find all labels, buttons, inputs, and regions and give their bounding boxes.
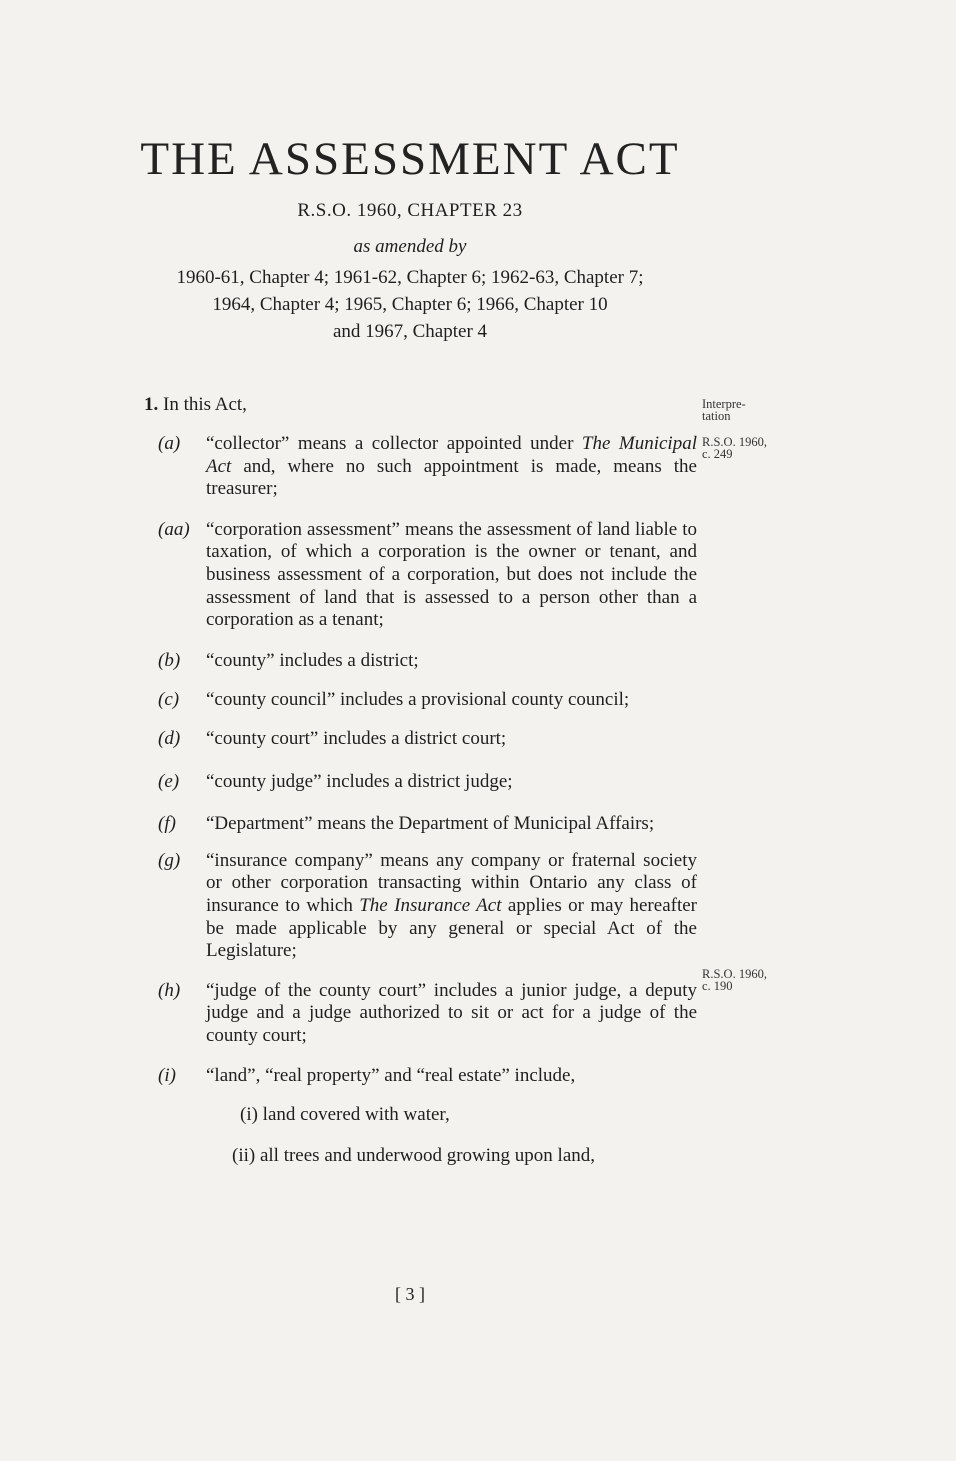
definitions-list [144,433,697,1167]
margin-note-rso-190 [702,968,767,992]
margin-note-interpretation [702,398,746,422]
definition-text: “collector” means a collector appointed under [206,433,582,454]
definition-label: (d) [158,727,181,749]
margin-note-line: Interpre- [702,397,746,411]
definition-text: “land”, “real property” and “real estate” include, [206,1065,576,1087]
definition-b [144,650,697,673]
subitem-ii: (ii) all trees and underwood growing upon land, [232,1144,596,1166]
definition-aa [144,519,697,632]
section-number: 1. [144,394,159,415]
definition-text: and, where no such appointment is made, means the treasurer; [206,455,697,500]
definition-i [144,1065,697,1088]
section-1-heading [144,394,247,416]
definition-text: “county” includes a district; [206,649,419,671]
amendment-line: 1964, Chapter 4; 1965, Chapter 6; 1966, Chapter 10 [212,294,608,315]
subitem-i: (i) land covered with water, [240,1104,450,1126]
amended-by-label: as amended by [353,236,467,257]
page-number: [ 3 ] [395,1284,425,1304]
definition-d [144,728,697,751]
definition-text: applies or may hereafter be made applicable by any general or special Act of the Legislature; [206,894,697,962]
definition-text: “insurance company” means any company or fraternal society or other corporation transacting within Ontario any class of insurance to which [206,849,697,916]
definition-label: (e) [158,770,180,792]
definition-text: “judge of the county court” includes a junior judge, a deputy judge and a judge authorized to sit or act for a judge of the county court; [206,979,697,1046]
definition-c [144,689,697,712]
definition-h [144,980,697,1048]
definition-label: (aa) [158,518,190,540]
statute-name: The Insurance Act [359,894,502,916]
statute-name: The Municipal Act [206,433,697,477]
definition-text: “corporation assessment” means the assessment of land liable to taxation, of which a corporation is the owner or tenant, and business assessment of a corporation, but does not include the assessment of land that is assessed to a person other than a corporation as a tenant; [206,518,697,631]
definition-label: (h) [158,979,181,1001]
definition-label: (f) [158,813,176,835]
definition-label: (a) [158,433,181,454]
amendment-line: and 1967, Chapter 4 [332,321,488,342]
definition-e [144,771,697,794]
act-title: THE ASSESSMENT ACT [140,133,680,185]
margin-note-rso-249 [702,436,767,460]
definition-f [144,813,697,836]
definition-label: (c) [158,689,180,711]
definition-label: (b) [158,649,181,671]
definition-text: “Department” means the Department of Municipal Affairs; [206,813,655,835]
chapter-reference: R.S.O. 1960, CHAPTER 23 [297,200,523,221]
margin-note-line: R.S.O. 1960, [702,967,767,981]
definition-text: “county judge” includes a district judge; [206,770,513,792]
section-intro: In this Act, [163,394,247,415]
amendment-line: 1960-61, Chapter 4; 1961-62, Chapter 6; 1962-63, Chapter 7; [176,267,644,288]
definition-g [144,850,697,963]
margin-note-line: tation [702,409,731,423]
definition-text: “county council” includes a provisional county council; [206,689,630,711]
margin-note-line: c. 190 [702,979,733,993]
definition-text: “county court” includes a district court; [206,727,507,749]
margin-note-line: c. 249 [702,447,733,461]
definition-a [144,433,697,501]
definition-label: (g) [158,849,181,871]
margin-note-line: R.S.O. 1960, [702,435,767,449]
definition-label: (i) [158,1065,176,1087]
